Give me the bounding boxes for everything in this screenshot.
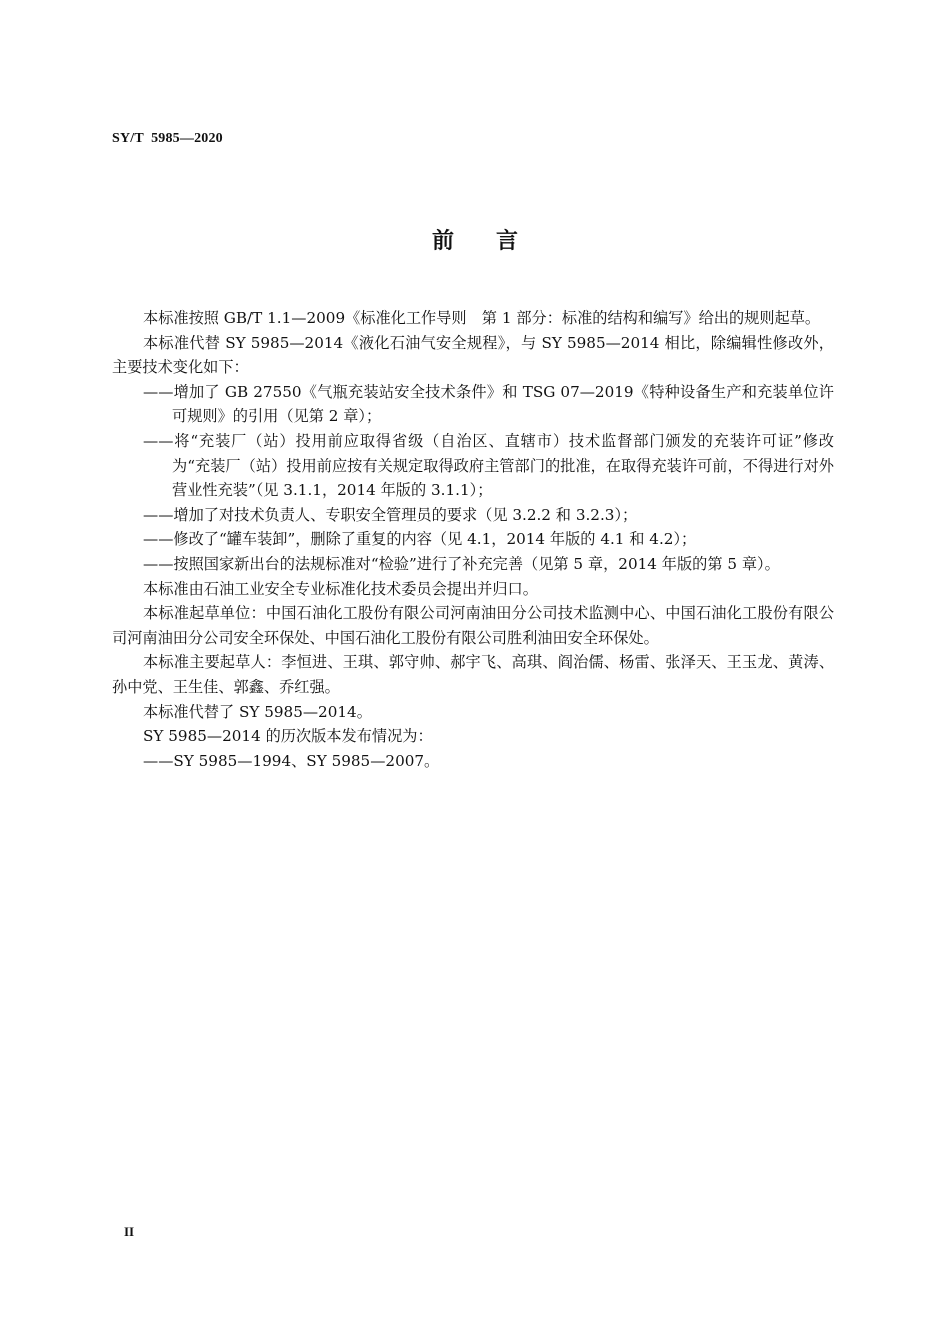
- paragraph-drafting-rules: 本标准按照 GB/T 1.1—2009《标准化工作导则 第 1 部分：标准的结构和编写》给出的规则起草。: [143, 309, 821, 327]
- page-number: II: [124, 1224, 135, 1239]
- change-item: ——将“充装厂（站）投用前应取得省级（自治区、直辖市）技术监督部门颁发的充装许可证”修改为“充装厂（站）投用前应按有关规定取得政府主管部门的批准，在取得充装许可前，不得进行对外营业性充装”（见 3.1.1，2014 年版的 3.1.1）；: [143, 431, 834, 500]
- foreword-body: [112, 306, 834, 773]
- paragraph-version-history: SY 5985—2014 的历次版本发布情况为：: [143, 727, 433, 746]
- paragraph-proposer: 本标准由石油工业安全专业标准化技术委员会提出并归口。: [143, 579, 538, 598]
- change-item: ——按照国家新出台的法规标准对“检验”进行了补充完善（见第 5 章，2014 年版的第 5 章）。: [143, 554, 780, 573]
- paragraph-previous-versions: ——SY 5985—1994、SY 5985—2007。: [143, 751, 440, 770]
- change-item: ——修改了“罐车装卸”，删除了重复的内容（见 4.1，2014 年版的 4.1 和 4.2）；: [143, 530, 697, 549]
- paragraph-supersedes: 本标准代替了 SY 5985—2014。: [143, 702, 372, 721]
- page-title: 前言: [431, 229, 560, 254]
- paragraph-drafters: 本标准主要起草人：李恒进、王琪、郭守帅、郝宇飞、高琪、阎治儒、杨雷、张泽天、王玉龙、黄涛、孙中党、王生佳、郭鑫、乔红强。: [112, 653, 834, 696]
- standard-code-header: SY/T 5985—2020: [112, 131, 223, 146]
- paragraph-drafting-units: 本标准起草单位：中国石油化工股份有限公司河南油田分公司技术监测中心、中国石油化工股份有限公司河南油田分公司安全环保处、中国石油化工股份有限公司胜利油田安全环保处。: [112, 604, 834, 647]
- paragraph-replacement: 本标准代替 SY 5985—2014《液化石油气安全规程》，与 SY 5985—2014 相比，除编辑性修改外，主要技术变化如下：: [112, 333, 834, 377]
- change-item: ——增加了对技术负责人、专职安全管理员的要求（见 3.2.2 和 3.2.3）；: [143, 505, 638, 524]
- change-item: ——增加了 GB 27550《气瓶充装站安全技术条件》和 TSG 07—2019《特种设备生产和充装单位许可规则》的引用（见第 2 章）；: [143, 382, 834, 426]
